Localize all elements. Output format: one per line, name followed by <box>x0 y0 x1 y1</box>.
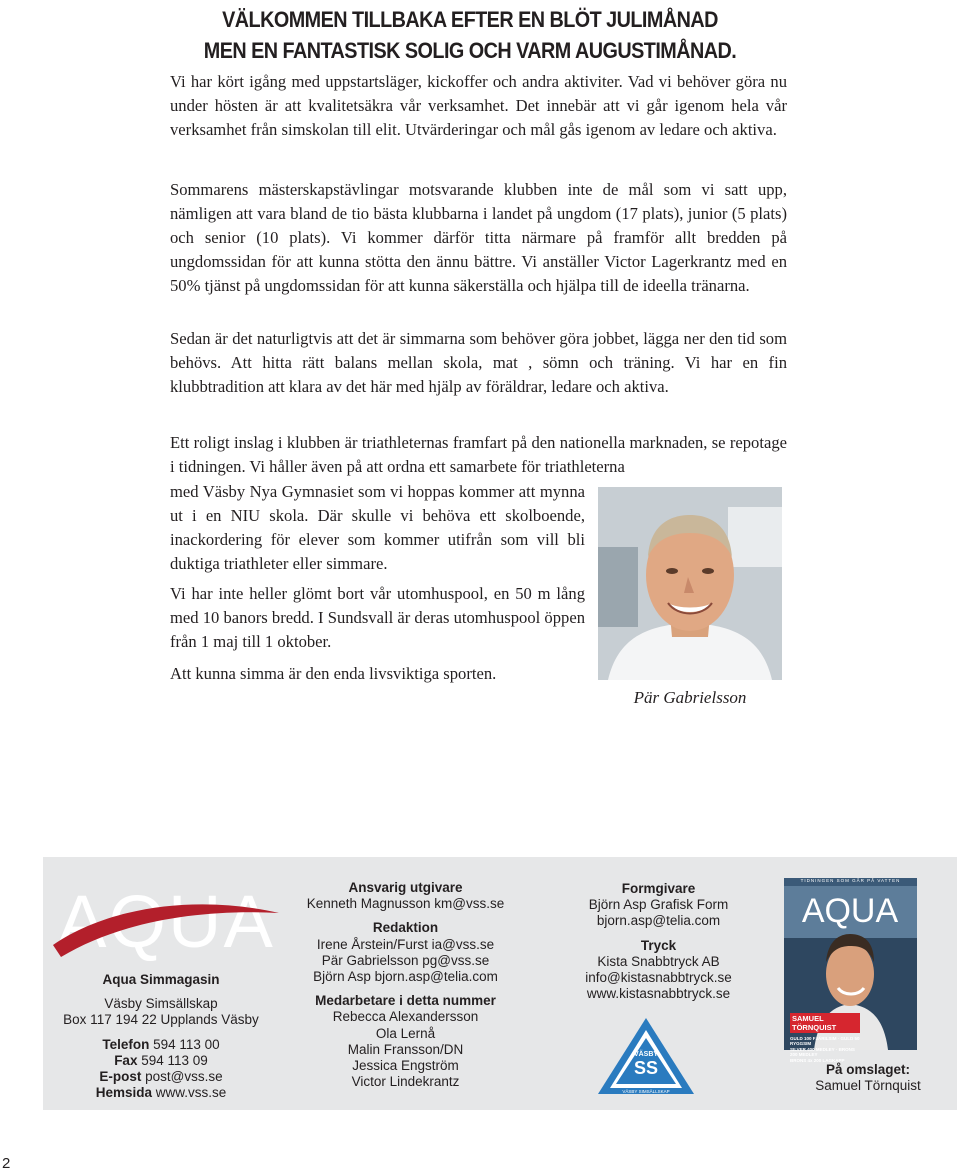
production-info <box>551 881 766 1002</box>
colophon <box>43 857 957 1110</box>
editorial-info <box>298 880 513 1090</box>
phone-value: 594 113 00 <box>153 1036 220 1052</box>
photo-caption: Pär Gabrielsson <box>633 688 747 707</box>
fax-line <box>43 1053 279 1069</box>
cover-caption-name: Samuel Törnquist <box>815 1078 921 1094</box>
article-paragraph-3: Sedan är det naturligtvis att det är simmarna som behöver göra jobbet, lägga ner den tid som behövs. Att hitta rätt balans mellan skola, mat , sömn och träning. Vi har en fin klubbtradition att klara av det här med hjälp av föräldrar, ledare och aktiva. <box>170 329 787 396</box>
designer-heading: Formgivare <box>621 881 696 896</box>
editorial-heading: Redaktion <box>372 920 439 936</box>
headline <box>191 4 749 66</box>
contributors-heading: Medarbetare i detta nummer <box>315 993 496 1009</box>
publisher-info <box>43 972 279 1101</box>
email-label: E-post <box>99 1069 142 1085</box>
cover-title: AQUA <box>801 892 899 930</box>
headline-line-1: VÄLKOMMEN TILLBAKA EFTER EN BLÖT JULIMÅNAD <box>222 7 718 32</box>
responsible-publisher-heading: Ansvarig utgivare <box>348 880 463 895</box>
article-paragraph-2: Sommarens mästerskapstävlingar motsvarande klubben inte de mål som vi satt upp, nämligen att vara bland de tio bästa klubbarna i landet på ungdom (17 plats), junior (5 plats) och senior (10 plats). Vi kommer därför titta närmare på framför allt bredden på ungdomssidan för att kunna stötta den ännu bättre. Vi anställer Victor Lagerkrantz med en 50% tjänst på ungdomssidan för att kunna säkerställa och hjälpa till de ideella tränarna. <box>170 180 787 295</box>
headline-line-2: MEN EN FANTASTISK SOLIG OCH VARM AUGUSTIMÅNAD. <box>203 38 737 63</box>
cover-caption-title: På omslaget: <box>825 1062 911 1077</box>
contributor-2: Ola Lernå <box>375 1025 436 1041</box>
article-paragraph-7: Att kunna simma är den enda livsviktiga sporten. <box>170 664 497 683</box>
phone-line <box>43 1037 279 1053</box>
article-paragraph-1: Vi har kört igång med uppstartsläger, kickoffer och andra aktiviter. Vad vi behöver göra nu under hösten är att kvalitetsäkra vår verksamhet. Det innebär att vi går igenom hela vår verksamhet från simskolan till elit. Utvärderingar och mål gås igenom av ledare och aktiva. <box>170 72 787 139</box>
cover-result-2: SILVER 400 MEDLEY · BRONS 200 MEDLEY <box>790 1047 855 1057</box>
page-number: 2 <box>2 1155 11 1172</box>
web-value: www.vss.se <box>155 1085 227 1101</box>
article-paragraph-6: Vi har inte heller glömt bort vår utomhuspool, en 50 m lång med 10 banors bredd. I Sundsvall är deras utomhuspool öppen från 1 maj till 1 oktober. <box>170 584 585 651</box>
vasby-logo-top: VÄSBY <box>633 1051 659 1058</box>
printer-heading: Tryck <box>640 937 677 953</box>
web-label: Hemsida <box>95 1085 152 1101</box>
designer-name: Björn Asp Grafisk Form <box>588 897 729 913</box>
contributor-5: Victor Lindekrantz <box>351 1074 460 1090</box>
designer-email: bjorn.asp@telia.com <box>596 913 721 929</box>
email-line <box>43 1069 279 1085</box>
printer-name: Kista Snabbtryck AB <box>597 953 720 969</box>
postal-address: Box 117 194 22 Upplands Väsby <box>63 1012 259 1028</box>
cover-banner <box>790 1013 860 1063</box>
cover-athlete-name: SAMUEL TÖRNQUIST <box>790 1013 860 1033</box>
contributor-4: Jessica Engström <box>352 1058 459 1074</box>
printer-web: www.kistasnabbtryck.se <box>586 986 731 1002</box>
editor-1: Irene Årstein/Furst ia@vss.se <box>316 936 495 952</box>
editor-2: Pär Gabrielsson pg@vss.se <box>321 952 490 968</box>
cover-result-3: BRONS 4x 200 LAGKAPP <box>790 1058 845 1063</box>
vasby-logo-mid: SS <box>633 1058 659 1078</box>
aqua-logo <box>51 865 281 970</box>
aqua-logo-text: AQUA <box>57 880 275 963</box>
article-paragraph-5: med Väsby Nya Gymnasiet som vi hoppas kommer att mynna ut i en NIU skola. Där skulle vi behöva ett skolboende, inackordering för elever som kommer utifrån som vill bli duktiga triathleter eller simmare. <box>170 482 585 573</box>
cover-tagline: TIDNINGEN SOM GÅR PÅ VATTEN <box>800 878 901 883</box>
printer-email: info@kistasnabbtryck.se <box>585 970 732 986</box>
magazine-cover <box>784 878 917 1063</box>
contributor-1: Rebecca Alexandersson <box>332 1009 479 1025</box>
cover-caption <box>783 1062 953 1094</box>
vasby-logo-bottom: VÄSBY SIMSÄLLSKAP <box>622 1089 670 1094</box>
fax-value: 594 113 09 <box>141 1052 208 1068</box>
editor-3: Björn Asp bjorn.asp@telia.com <box>313 969 498 985</box>
contributor-3: Malin Fransson/DN <box>347 1041 464 1057</box>
fax-label: Fax <box>114 1052 138 1068</box>
portrait-illustration <box>598 487 782 680</box>
responsible-publisher: Kenneth Magnusson km@vss.se <box>306 896 505 912</box>
article-paragraph-4: Ett roligt inslag i klubben är triathleternas framfart på den nationella marknaden, se repotage i tidningen. Vi håller även på att ordna ett samarbete för triathleterna <box>170 433 787 476</box>
phone-label: Telefon <box>102 1036 150 1052</box>
cover-result-1: GULD 100 FJÄRILSIM · GULD 50 RYGGSIM <box>790 1036 860 1046</box>
magazine-name: Aqua Simmagasin <box>102 972 220 987</box>
author-portrait <box>598 487 782 680</box>
organization-name: Väsby Simsällskap <box>104 996 218 1012</box>
vasby-simsallskap-logo <box>596 1016 696 1096</box>
email-value: post@vss.se <box>145 1069 223 1085</box>
web-line <box>43 1085 279 1101</box>
